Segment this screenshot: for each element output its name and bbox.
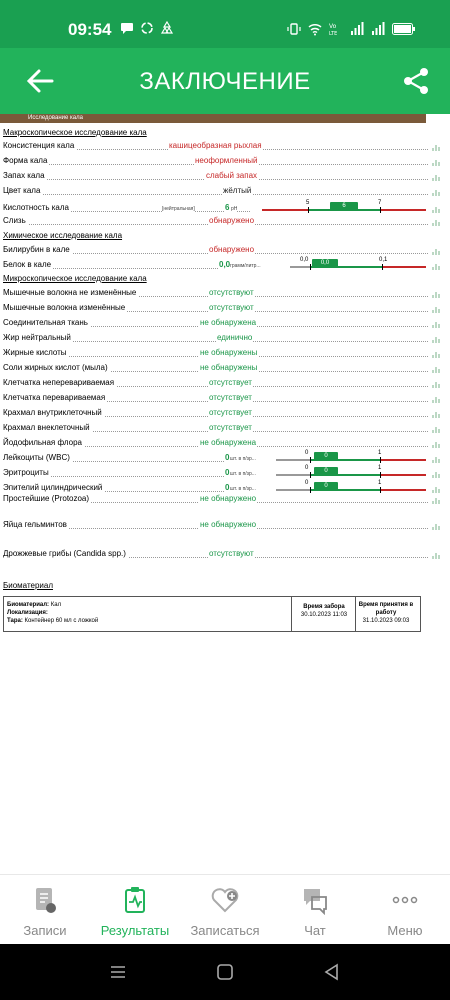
result-row: Слизь обнаружено bbox=[0, 215, 450, 227]
history-chart-icon[interactable] bbox=[432, 219, 442, 226]
history-chart-icon[interactable] bbox=[432, 248, 442, 255]
accepted-time: Время принятия в работу 31.10.2023 09:03 bbox=[358, 602, 414, 624]
signal-icon bbox=[350, 22, 364, 36]
nav-appointment[interactable]: Записаться bbox=[180, 885, 270, 938]
vibrate-icon bbox=[287, 22, 301, 36]
section-biomaterial: Биоматериал bbox=[3, 581, 53, 590]
result-row-rbc: Эритроциты 0 шт. в п/зр... 0 0 1 bbox=[0, 467, 450, 479]
page-title: ЗАКЛЮЧЕНИЕ bbox=[139, 68, 311, 95]
section-micro: Микроскопическое исследование кала bbox=[3, 274, 147, 283]
history-chart-icon[interactable] bbox=[432, 159, 442, 166]
reference-scale: 5 6 7 bbox=[262, 209, 426, 212]
reference-scale: 0 0 1 bbox=[276, 474, 426, 477]
wifi-icon bbox=[308, 22, 322, 36]
nav-records[interactable]: Записи bbox=[0, 885, 90, 938]
result-row: Дрожжевые грибы (Candida spp.) отсутствуют bbox=[0, 548, 450, 560]
sync-icon bbox=[140, 21, 154, 35]
nav-chat[interactable]: Чат bbox=[270, 885, 360, 938]
reference-scale: 0,0 0,0 0,1 bbox=[290, 266, 426, 269]
history-chart-icon[interactable] bbox=[432, 321, 442, 328]
history-chart-icon[interactable] bbox=[432, 523, 442, 530]
history-chart-icon[interactable] bbox=[432, 366, 442, 373]
system-back-icon[interactable] bbox=[322, 962, 342, 982]
history-chart-icon[interactable] bbox=[432, 306, 442, 313]
history-chart-icon[interactable] bbox=[432, 411, 442, 418]
result-row: Консистенция кала кашицеобразная рыхлая bbox=[0, 140, 450, 152]
result-row: Соединительная ткань не обнаружена bbox=[0, 317, 450, 329]
chat-icon bbox=[300, 885, 330, 915]
history-chart-icon[interactable] bbox=[432, 144, 442, 151]
result-row: Крахмал внеклеточный отсутствует bbox=[0, 422, 450, 434]
status-system-icons bbox=[287, 22, 416, 36]
document-icon bbox=[30, 885, 60, 915]
history-chart-icon[interactable] bbox=[432, 426, 442, 433]
status-notification-icons bbox=[120, 21, 174, 35]
status-time: 09:54 bbox=[68, 20, 112, 39]
result-row: Крахмал внутриклеточный отсутствует bbox=[0, 407, 450, 419]
result-row: Мышечные волокна не изменённые отсутствуют bbox=[0, 287, 450, 299]
history-chart-icon[interactable] bbox=[432, 486, 442, 493]
recent-apps-icon[interactable] bbox=[108, 962, 128, 982]
history-chart-icon[interactable] bbox=[432, 471, 442, 478]
section-macro: Макроскопическое исследование кала bbox=[3, 128, 147, 137]
history-chart-icon[interactable] bbox=[432, 456, 442, 463]
svg-text:Vo: Vo bbox=[329, 23, 337, 30]
signal-icon-2 bbox=[371, 22, 385, 36]
result-row: Жирные кислоты не обнаружены bbox=[0, 347, 450, 359]
recycle-icon bbox=[160, 21, 174, 35]
app-bar bbox=[0, 48, 450, 114]
svg-text:LTE: LTE bbox=[329, 31, 338, 36]
history-chart-icon[interactable] bbox=[432, 291, 442, 298]
result-row-ph: Кислотность кала [нейтральная] 6 pH 5 6 7 bbox=[0, 202, 450, 214]
document-header-strip: Исследование кала bbox=[0, 114, 426, 123]
history-chart-icon[interactable] bbox=[432, 396, 442, 403]
nav-menu[interactable]: Меню bbox=[360, 885, 450, 938]
heart-plus-icon bbox=[210, 885, 240, 915]
result-row: Жир нейтральный единично bbox=[0, 332, 450, 344]
biomaterial-info: Биоматериал: Кал Локализация: Тара: Контейнер 60 мл с ложкой bbox=[7, 602, 99, 624]
history-chart-icon[interactable] bbox=[432, 381, 442, 388]
history-chart-icon[interactable] bbox=[432, 497, 442, 504]
nav-results[interactable]: Результаты bbox=[90, 885, 180, 938]
history-chart-icon[interactable] bbox=[432, 336, 442, 343]
result-row-epithelium: Эпителий цилиндрический 0 шт. в п/зр... 0 0 1 bbox=[0, 482, 450, 494]
result-row: Мышечные волокна изменённые отсутствуют bbox=[0, 302, 450, 314]
result-row: Клетчатка перевариваемая отсутствует bbox=[0, 392, 450, 404]
result-row-protein: Белок в кале 0,0 грамм/литр... 0,0 0,0 0,1 bbox=[0, 259, 450, 271]
history-chart-icon[interactable] bbox=[432, 441, 442, 448]
result-row: Простейшие (Protozoa) не обнаружено bbox=[0, 493, 450, 505]
history-chart-icon[interactable] bbox=[432, 351, 442, 358]
history-chart-icon[interactable] bbox=[432, 206, 442, 213]
analysis-document[interactable] bbox=[0, 114, 450, 874]
chat-bubble-icon bbox=[120, 21, 134, 35]
result-row: Йодофильная флора не обнаружена bbox=[0, 437, 450, 449]
battery-icon bbox=[392, 23, 416, 35]
share-icon[interactable] bbox=[402, 66, 430, 96]
more-icon bbox=[390, 885, 420, 915]
result-row-wbc: Лейкоциты (WBC) 0 шт. в п/зр... 0 0 1 bbox=[0, 452, 450, 464]
result-row: Соли жирных кислот (мыла) не обнаружены bbox=[0, 362, 450, 374]
result-row: Билирубин в кале обнаружено bbox=[0, 244, 450, 256]
history-chart-icon[interactable] bbox=[432, 263, 442, 270]
result-row: Форма кала неоформленный bbox=[0, 155, 450, 167]
bottom-navigation bbox=[0, 874, 450, 944]
result-row: Яйца гельминтов не обнаружено bbox=[0, 519, 450, 531]
status-bar bbox=[0, 0, 450, 48]
section-chem: Химическое исследование кала bbox=[3, 231, 123, 240]
reference-scale: 0 0 1 bbox=[276, 489, 426, 492]
history-chart-icon[interactable] bbox=[432, 189, 442, 196]
clipboard-pulse-icon bbox=[120, 885, 150, 915]
volte-icon bbox=[329, 22, 343, 36]
home-icon[interactable] bbox=[215, 962, 235, 982]
result-row: Запах кала слабый запах bbox=[0, 170, 450, 182]
reference-scale: 0 0 1 bbox=[276, 459, 426, 462]
history-chart-icon[interactable] bbox=[432, 174, 442, 181]
biomaterial-table bbox=[3, 596, 421, 632]
history-chart-icon[interactable] bbox=[432, 552, 442, 559]
result-row: Цвет кала жёлтый bbox=[0, 185, 450, 197]
collection-time: Время забора 30.10.2023 11:03 bbox=[300, 604, 348, 618]
system-navigation-bar bbox=[0, 944, 450, 1000]
result-row: Клетчатка неперевариваемая отсутствует bbox=[0, 377, 450, 389]
